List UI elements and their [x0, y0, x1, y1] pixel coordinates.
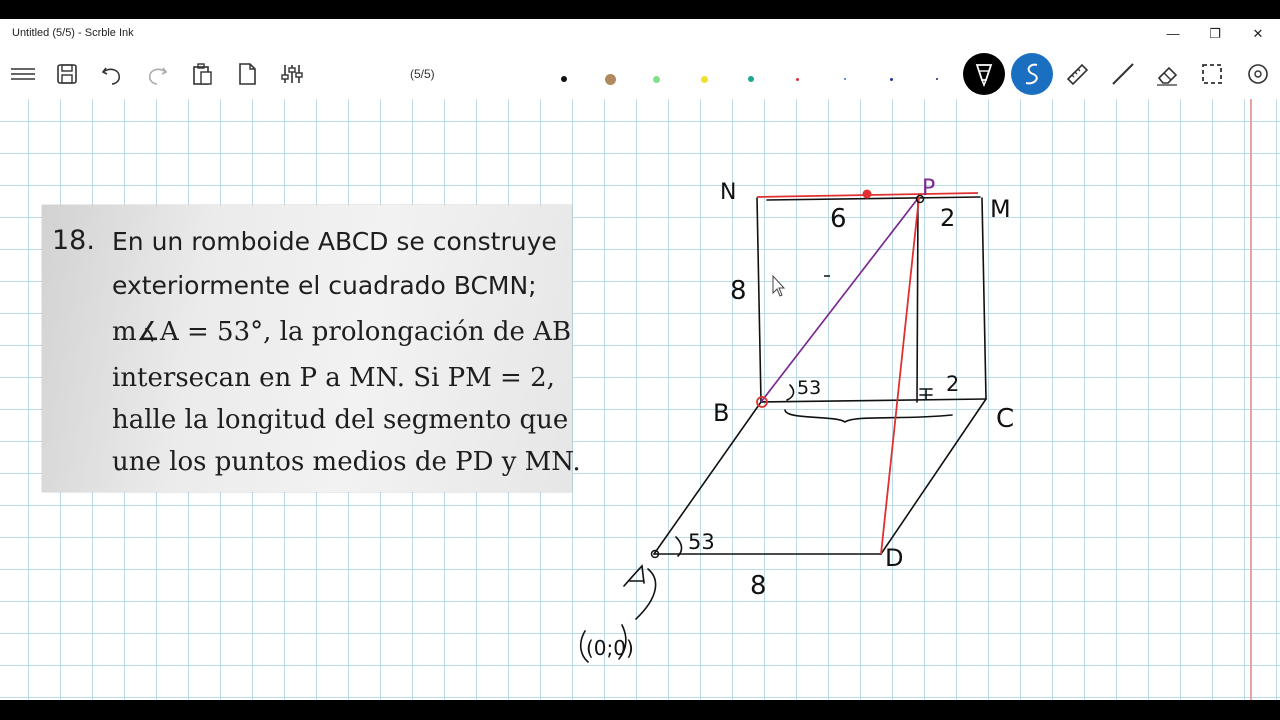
pen-color-green[interactable] [646, 69, 666, 89]
page-indicator: (5/5) [410, 67, 435, 81]
pen-color-black[interactable] [554, 69, 574, 89]
label-angle-b: 53 [797, 377, 822, 399]
label-two-top: 2 [940, 204, 956, 232]
save-icon[interactable] [52, 59, 82, 89]
restore-button[interactable]: ❐ [1209, 26, 1221, 41]
problem-line-3: m∡A = 53°, la prolongación de AB [112, 317, 572, 347]
pen-color-navy[interactable] [927, 69, 947, 89]
pen-color-blue[interactable] [835, 69, 855, 89]
segment-dc [881, 399, 986, 554]
label-eight-side: 8 [730, 276, 747, 306]
settings-sliders-icon[interactable] [277, 59, 307, 89]
problem-line-4: intersecan en P a MN. Si PM = 2, [112, 363, 555, 393]
selection-icon[interactable] [1197, 59, 1227, 89]
redo-icon[interactable] [142, 59, 172, 89]
label-two-mid: 2 [946, 372, 960, 396]
label-a: A [630, 599, 631, 600]
pen-color-dark-blue[interactable] [881, 69, 901, 89]
hamburger-menu-icon[interactable] [8, 59, 38, 89]
minimize-button[interactable]: — [1166, 26, 1180, 41]
problem-line-5: halle la longitud del segmento que [112, 405, 569, 435]
label-six: 6 [830, 204, 847, 234]
label-n: N [720, 180, 737, 205]
label-d: D [885, 544, 904, 572]
line-tool-icon[interactable] [1108, 59, 1138, 89]
eraser-icon[interactable] [1152, 59, 1182, 89]
midpoint-mn-dot [863, 190, 872, 199]
pen-color-red[interactable] [787, 69, 807, 89]
right-angle-mark [920, 389, 932, 399]
label-eight-bottom: 8 [750, 571, 767, 601]
title-bar [0, 19, 1280, 49]
problem-line-6: une los puntos medios de PD y MN. [112, 447, 581, 477]
problem-line-2: exteriormente el cuadrado BCMN; [112, 271, 537, 300]
new-page-icon[interactable] [232, 59, 262, 89]
problem-number: 18. [52, 225, 95, 256]
pen-color-yellow[interactable] [694, 69, 714, 89]
ruler-icon[interactable] [1062, 59, 1092, 89]
screen-bottom-border [0, 700, 1280, 720]
perpendicular-from-p [917, 197, 918, 402]
pen-color-brown[interactable] [600, 69, 620, 89]
label-c: C [996, 404, 1015, 434]
segment-dp [881, 197, 919, 554]
problem-line-1: En un romboide ABCD se construye [112, 227, 557, 256]
label-angle-a: 53 [688, 530, 715, 554]
window-title: Untitled (5/5) - Scrble Ink [12, 27, 134, 39]
geometry-drawing [0, 99, 1280, 700]
smart-ink-icon[interactable] [1011, 53, 1053, 95]
mouse-cursor-icon [773, 276, 784, 296]
close-button[interactable]: ✕ [1252, 26, 1264, 41]
square-side-nb [757, 198, 761, 402]
square-side-mc [982, 198, 986, 399]
angle-arc-a [676, 537, 682, 556]
paste-icon[interactable] [187, 59, 217, 89]
undo-icon[interactable] [97, 59, 127, 89]
angle-symbol-a [624, 566, 656, 619]
ink-canvas[interactable] [0, 99, 1280, 700]
pen-color-teal[interactable] [741, 69, 761, 89]
screen-top-border [0, 0, 1280, 19]
label-p: P [922, 176, 936, 201]
brace-bc [785, 410, 952, 422]
label-b: B [713, 399, 730, 427]
label-m: M [990, 195, 1011, 223]
pen-tool-icon[interactable] [963, 53, 1005, 95]
segment-nm [767, 197, 980, 200]
toolbar [0, 49, 1280, 99]
angle-arc-b [787, 385, 794, 400]
label-origin: (0;0) [586, 636, 634, 660]
view-mode-icon[interactable] [1243, 59, 1273, 89]
segment-bc [761, 399, 986, 402]
app-window [0, 19, 1280, 700]
